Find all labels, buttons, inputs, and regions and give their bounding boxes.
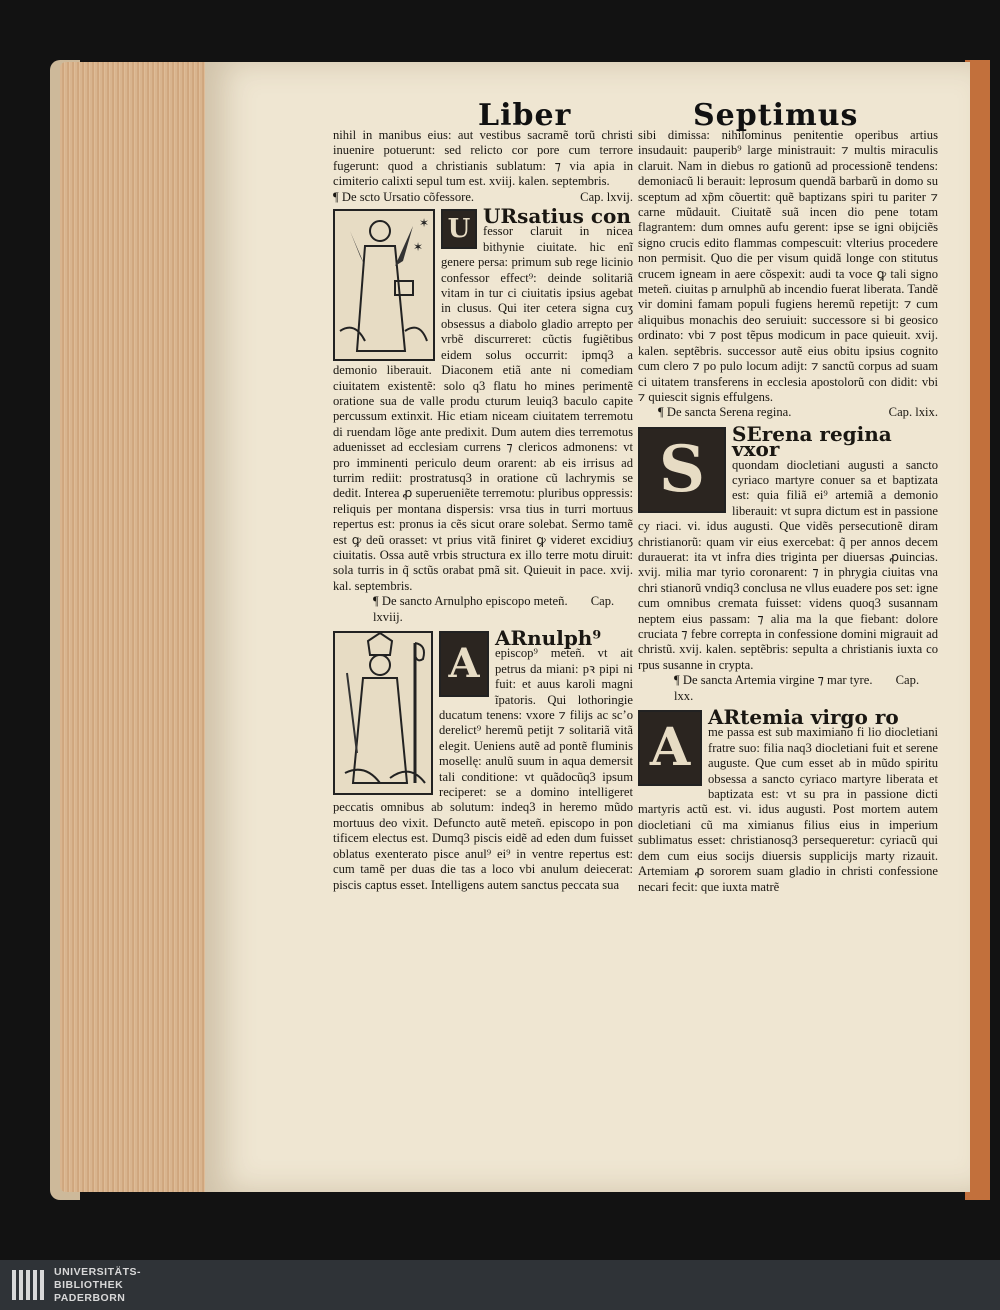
bishop-woodcut-icon	[333, 631, 433, 795]
svg-text:✶: ✶	[413, 240, 424, 255]
left-rubric-1	[333, 190, 633, 205]
ursatius-section	[333, 204, 633, 594]
right-text-block-2: quondam diocletiani augusti a sancto cyriaco martyre conuer sa et baptizata est: quia filiã ei⁹ artemiã a demonio liberauit: vt supra dictum est in passione cy riaci. vi. idus augusti. Que vidẽs persecutionẽ diram christianorũ: quam vir eius exercebat: q̃ per annos decem durauerat: ita vt infra dies triginta per diuersas ꝓuincias. xvij. milia mar tyrio coronarent: ⁊ in phrygia ciuitas vna chri stianorũ vndiq3 conclusa ne vllus euadere pos set: igne cum omnibus cremata fuisset: videns quoq3 susannam neptem eius passam: ⁊ alia ma la que fiebant: dolore cruciata ⁊ febre correpta in confessione domini migrauit ad christũ. xvij. kalen. septẽbris: sepulta a christianis iuxta co rpus susanne in crypta.	[638, 457, 938, 672]
chapter-number: Cap. lxx.	[674, 673, 920, 703]
svg-text:✶: ✶	[419, 216, 430, 231]
serena-section	[638, 421, 938, 674]
left-text-block-3: episcop⁹ meteñ. vt ait petrus da miani: pꝛ pipi ni fuit: et auus karoli magni ĩpatoris. Qui lothoringie ducatum tenens: vxore ⁊ filijs ac scʼo derelict⁹ heremũ petijt ⁊ solitariã vitã elegit. Ueniens autẽ ad pontẽ fluminis mosellę: anulũ suum in aqua demersit tali conditione: vt quãdocũq3 ipsum reciperet: se a domino intelligeret peccatis omnibus ab solutum: indeq3 in heremo mũdo mortuus deo vixit. Defuncto autẽ meteñ. episcopo in pon tificem electus est. Dumq3 piscis eidẽ ad eden dum fuisset oblatus exenterato pisce anul⁹ ei⁹ in ventre repertus est: cum tamẽ per duas die tas a loco vbi anulum deiecerat: piscis captus esset. Intelligens autem sanctus peccata sua	[333, 646, 633, 892]
library-name-line-2: BIBLIOTHEK	[54, 1279, 124, 1291]
page-stack-edge	[60, 62, 210, 1192]
running-head-right: Septimus	[693, 98, 859, 133]
rubric-title: De sancto Arnulpho episcopo meteñ.	[381, 594, 568, 609]
library-name-line-1: UNIVERSITÄTS-	[54, 1266, 142, 1278]
left-text-block-1: nihil in manibus eius: aut vestibus sacramẽ torũ christi inuenire potuerunt: sed relicto cor pore cum terrore fugerunt: quod a christianis sublatum: ⁊ via apia in cimiterio calixti sepul tum est. xviij. kalen. septembris.	[333, 128, 633, 189]
serena-headword: SErena regina vxor	[732, 421, 892, 462]
left-column	[333, 128, 633, 893]
arnulph-headword: ARnulph⁹	[495, 626, 602, 650]
paragraph-mark-icon: ¶	[674, 673, 680, 688]
left-text-block-2: fessor claruit in nicea bithynie ciuitate. hic enĩ genere persa: primum sub rege licinio confessor effect⁹: deinde solitariã vitam in tur ci ciuitatis ipsius agebat in clusus. Qui iter cetera signa cuʒ obsessus a diabolo gladio arrepto per vrbẽ discurreret: cũctis fugiẽtibus eidem solus occurrit: ipmq3 a demonio liberauit. Diaconem etiã ante ni comediam ciuitatem existentẽ: solo q3 flatu ho mines perimentẽ oratione sua de valle produ cturum leuiq3 baculo capite percussum extinxit. Hic etiam niceam ciuitatem terremotu di ruendam lõge ante predixit. Dum autem dies terremotus aduenisset ad ecclesiam currens ⁊ clericos admonens: vt pro imminenti periculo deum orarent: ab eis irrisus ad turrim rediit: prostratusq3 in oratione cũ lachrymis se dedit. Interea ꝓ superueniẽte terremotu: pluribus oppressis: reliquis per montana dispersis: vrsa tius in turri mortuus repertus est: pronus ia cẽs sicut orare solebat. Sermo tamẽ est ꝙ deũ orasset: vt prius vitã finiret ꝙ videret excidiuʒ ciuitatis. Ossa autẽ vrbis structura ex illo terre motu diruit: sola turris in q̃ sctũs orabat pmã sit. Quieuit in pace. xvij. kal. septembris.	[333, 224, 633, 593]
initial-s-icon: S	[638, 427, 726, 513]
chapter-number: Cap. lxviij.	[373, 594, 615, 624]
library-footer	[0, 1260, 1000, 1310]
right-rubric-1	[638, 405, 938, 420]
paragraph-mark-icon: ¶	[373, 594, 379, 609]
artemia-headword: ARtemia virgo ro	[708, 705, 899, 730]
artemia-section	[638, 705, 938, 895]
right-column	[638, 128, 938, 895]
ursatius-headword: URsatius con	[483, 204, 631, 229]
right-rubric-2	[638, 673, 938, 704]
rubric-title: De sancta Serena regina.	[666, 405, 792, 420]
right-text-block-3: me passa est sub maximiano fi lio diocletiani fratre suo: filia naq3 diocletiani fuit et serene auguste. Que cum esset ab in mũdo spiritu obsessa a sancto cyriaco martyre liberata et baptizata est: vt su pra in passione dicti martyris actũ est. vi. idus augusti. Post mortem autem diocletiani cũ ma ximianus filius eius in imperium sublimatus esset: christianosq3 persequeretur: cyriacũ qui dem cum eius socijs diuersis supplicijs marty rizauit. Artemiam ꝓ sororem suam gladio in christi confessione necari fecit: que iuxta matrẽ	[638, 725, 938, 894]
paragraph-mark-icon: ¶	[333, 189, 339, 204]
rubric-title: De sancta Artemia virgine ⁊ mar tyre.	[682, 673, 873, 688]
chapter-number: Cap. lxix.	[888, 405, 938, 420]
right-text-block-1: sibi dimissa: nihilominus penitentie operibus artius insudauit: pauperib⁹ large ministrauit: ⁊ multis miraculis claruit. Nam in diebus ro gationũ ad processionẽ tendens: demoniacũ li berauit: leprosum quendã barbarũ in domo su sceptum ad xp̃m cõuertit: quẽ baptizans spiri tu pariter ⁊ carne mũdauit. Ciuitatẽ suã incen dio pene totam flagrantem: dum omnes aufu gerent: ipse se igni obijciẽs signo crucis edito flammas compescuit: vlterius procedere non permisit. Quo die per visum quidã longe con stitutus crucem igneam in aere cõspexit: audi ta voce ꝙ tali signo meteñ. ciuitas p arnulphũ ab incendio fuerat liberata. Tandẽ vir domini famam populi fugiens heremũ repetijt: ⁊ cum aliquibus monachis deo seruiuit: successore si bi geosico ordinato: vbi ⁊ post tẽpus modicum in pace quieuit. xvij. kalen. septẽbris. successor autẽ eius obitu ipsius cognito cum clero ⁊ po pulo locum adijt: ⁊ sanctũ corpus ad suam ci uitatem transferens in ecclesia apostolorũ con didit: vbi ⁊ quiescit signis effulgens.	[638, 128, 938, 404]
library-name-line-3: PADERBORN	[54, 1292, 126, 1304]
arnulph-section	[333, 626, 633, 893]
initial-u-icon: U	[441, 209, 477, 249]
left-rubric-2	[333, 594, 633, 625]
running-head-left: Liber	[478, 98, 572, 133]
saint-woodcut-icon	[333, 209, 435, 361]
rubric-title: De scto Ursatio cõfessore.	[341, 189, 475, 204]
initial-a-icon: A	[439, 631, 489, 697]
paragraph-mark-icon: ¶	[658, 405, 664, 420]
initial-a-flower-icon: A	[638, 710, 702, 786]
library-logo-icon	[10, 1266, 46, 1304]
chapter-number: Cap. lxvij.	[580, 189, 633, 204]
